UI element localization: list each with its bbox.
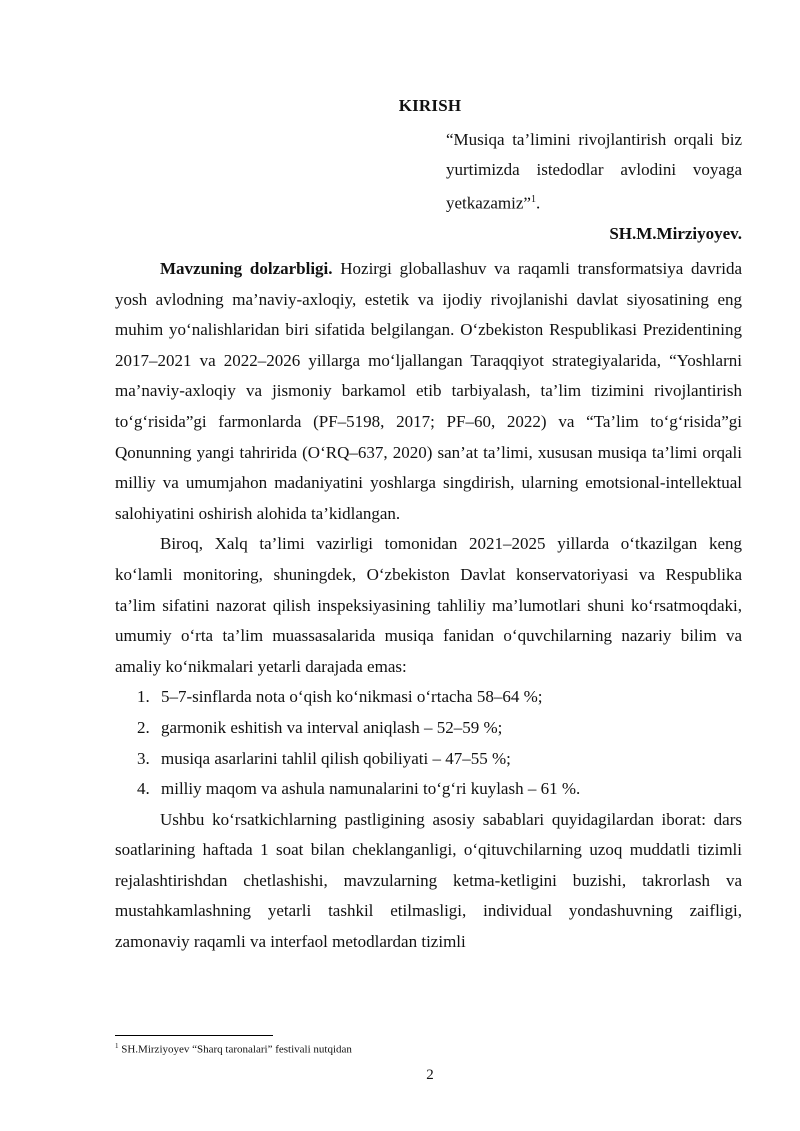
list-item-number: 2. <box>137 717 150 737</box>
list-item-text: garmonik eshitish va interval aniqlash – 52–59 %; <box>161 717 503 737</box>
list-item-number: 3. <box>137 748 150 768</box>
paragraph-lead: Mavzuning dolzarbligi. <box>160 259 333 278</box>
list-item <box>115 713 742 744</box>
footnote-number: 1 <box>115 1042 119 1050</box>
paragraph-monitoring <box>115 529 742 682</box>
paragraph-relevance <box>115 254 742 529</box>
list-item-number: 4. <box>137 779 150 799</box>
epigraph-quote <box>446 125 742 219</box>
footnote-divider <box>115 1035 273 1036</box>
page-title: KIRISH <box>398 96 462 115</box>
list-item <box>115 682 742 713</box>
paragraph-text: Biroq, Xalq ta’limi vazirligi tomonidan 2021–2025 yillarda o‘tkazilgan keng ko‘lamli monitoring, shuningdek, O‘zbekiston Davlat konservatoriyasi va Respublika ta’lim sifatini nazorat qilish inspeksiyasining tahliliy ma’lumotlari shuni ko‘rsatmoqdaki, umumiy o‘rta ta’lim muassasalarida musiqa fanidan o‘quvchilarning nazariy bilim va amaliy ko‘nikmalari yetarli darajada emas: <box>115 534 742 676</box>
list-item-text: milliy maqom va ashula namunalarini to‘g‘ri kuylash – 61 %. <box>161 779 581 799</box>
body-text <box>115 254 742 958</box>
epigraph-trailing: . <box>535 193 541 213</box>
list-item <box>115 774 742 805</box>
footnote-text: SH.Mirziyoyev “Sharq taronalari” festivali nutqidan <box>118 1043 352 1056</box>
footnote-mark: 1 <box>530 194 536 205</box>
statistics-list <box>115 682 742 804</box>
paragraph-text: Hozirgi globallashuv va raqamli transformatsiya davrida yosh avlodning ma’naviy-axloqiy, estetik va ijodiy rivojlanishi davlat siyosatining eng muhim yo‘nalishlaridan biri sifatida belgilangan. O‘zbekiston Respublikasi Prezidentining 2017–2021 va 2022–2026 yillarga mo‘ljallangan Taraqqiyot strategiyalarida, “Yoshlarni ma’naviy-axloqiy va jismoniy barkamol etib tarbiyalash, ta’lim tizimini rivojlantirish to‘g‘risida”gi farmonlarda (PF–5198, 2017; PF–60, 2022) va “Ta’lim to‘g‘risida”gi Qonunning yangi tahririda (O‘RQ–637, 2020) san’at ta’limi, xususan musiqa ta’limi orqali milliy va umumjahon madaniyatini yoshlarga singdirish, ularning emotsional-intellektual salohiyatini oshirish alohida ta’kidlangan. <box>115 259 743 523</box>
list-item-text: musiqa asarlarini tahlil qilish qobiliyati – 47–55 %; <box>161 748 511 768</box>
list-item <box>115 744 742 775</box>
epigraph-text: “Musiqa ta’limini rivojlantirish orqali biz yurtimizda istedodlar avlodini voyaga yetkazamiz” <box>446 130 742 213</box>
epigraph-author: SH.M.Mirziyoyev. <box>609 224 742 243</box>
list-item-text: 5–7-sinflarda nota o‘qish ko‘nikmasi o‘rtacha 58–64 %; <box>161 687 543 707</box>
footnote <box>115 1039 352 1057</box>
list-item-number: 1. <box>137 687 150 707</box>
page-number: 2 <box>426 1067 434 1083</box>
paragraph-causes: Ushbu ko‘rsatkichlarning pastligining asosiy sabablari quyidagilardan iborat: dars soatlarining haftada 1 soat bilan cheklanganligi, o‘qituvchilarning uzoq muddatli tizimli rejalashtirishdan chetlashishi, mavzularning ketma-ketligini buzishi, takrorlash va mustahkamlashning yetarli tashkil etilmasligi, individual yondashuvning zaifligi, zamonaviy raqamli va interfaol metodlardan tizimli <box>115 809 742 952</box>
